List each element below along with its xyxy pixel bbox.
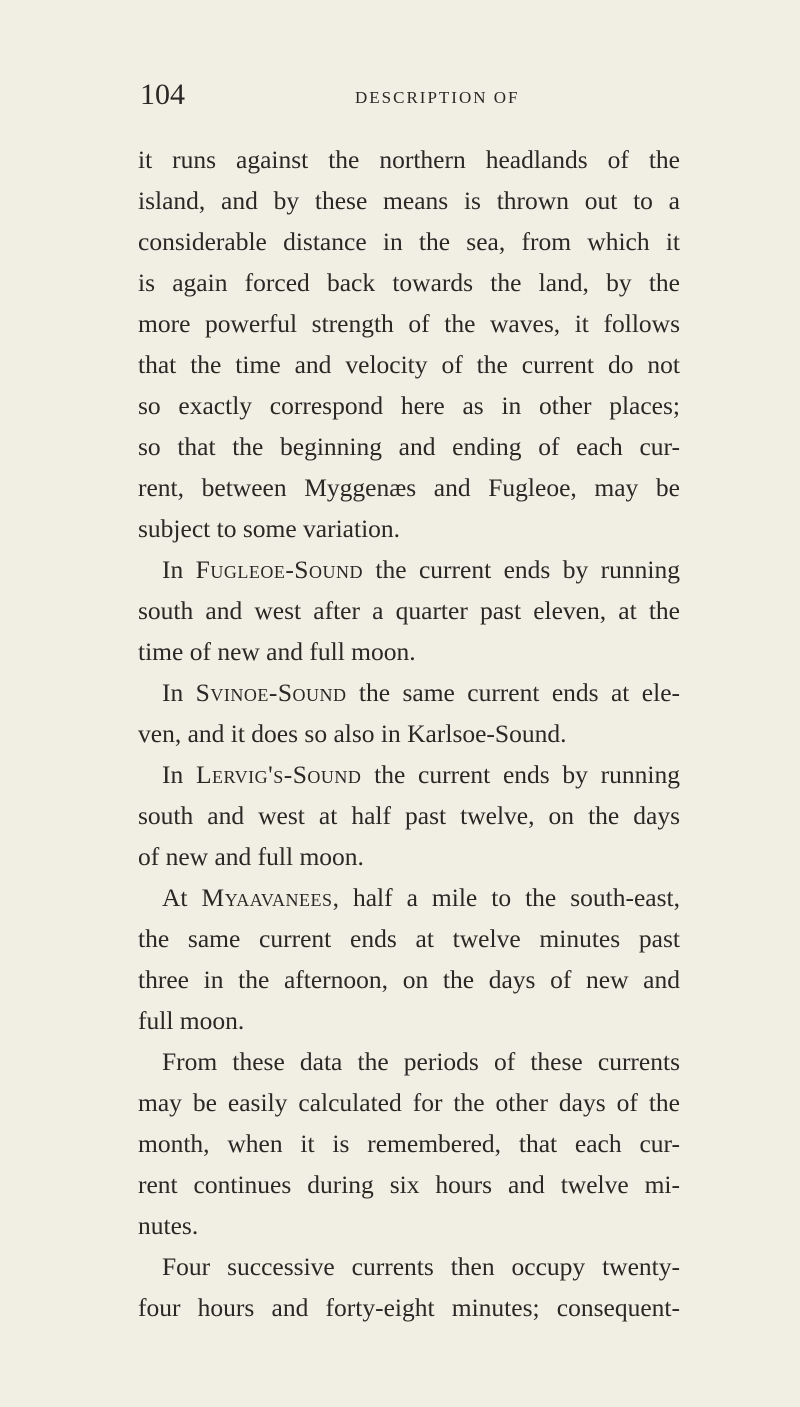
text-line: island, and by these means is thrown out to a (138, 186, 680, 215)
text-line: full moon. (138, 1006, 245, 1035)
text-line: it runs against the northern headlands of the (138, 145, 680, 174)
body-text (138, 139, 680, 1328)
text-line (138, 877, 680, 918)
text-line: three in the afternoon, on the days of new and (138, 965, 680, 994)
text-segment: , half a mile to the south-east, (332, 883, 681, 912)
text-line: considerable distance in the sea, from which it (138, 227, 680, 256)
text-line: more powerful strength of the waves, it follows (138, 309, 680, 338)
text-line: that the time and velocity of the current do not (138, 350, 680, 379)
place-name: Lervig's-Sound (195, 760, 362, 789)
running-head: DESCRIPTION OF (355, 88, 520, 107)
text-line (138, 549, 680, 590)
text-line: rent continues during six hours and twelve mi- (138, 1170, 680, 1199)
text-line: four hours and forty-eight minutes; consequent- (138, 1293, 680, 1322)
text-segment: the current ends by running (361, 760, 680, 789)
text-line: nutes. (138, 1211, 199, 1240)
text-line (138, 754, 680, 795)
text-segment: In (162, 678, 196, 707)
text-line: south and west at half past twelve, on the days (138, 801, 680, 830)
text-line: may be easily calculated for the other days of the (138, 1088, 680, 1117)
page-number: 104 (140, 78, 185, 111)
text-line: the same current ends at twelve minutes past (138, 924, 680, 953)
text-segment: the same current ends at ele- (346, 678, 681, 707)
text-segment: At (162, 883, 202, 912)
page-header (140, 78, 680, 118)
text-line: is again forced back towards the land, by the (138, 268, 680, 297)
text-line: south and west after a quarter past eleven, at the (138, 596, 680, 625)
text-line: month, when it is remembered, that each cur- (138, 1129, 680, 1158)
place-name: Fugleoe-Sound (195, 555, 363, 584)
text-line: of new and full moon. (138, 842, 364, 871)
text-segment: the current ends by running (363, 555, 680, 584)
text-line: so that the beginning and ending of each cur- (138, 432, 680, 461)
text-line: ven, and it does so also in Karlsoe-Sound. (138, 719, 567, 748)
text-line: Four successive currents then occupy twenty- (162, 1252, 680, 1281)
text-line (138, 672, 680, 713)
text-segment: In (162, 760, 196, 789)
place-name: Svinoe-Sound (195, 678, 347, 707)
text-line: subject to some variation. (138, 514, 401, 543)
text-line: time of new and full moon. (138, 637, 416, 666)
text-line: so exactly correspond here as in other places; (138, 391, 680, 420)
place-name: Myaavanees (201, 883, 333, 912)
text-line: From these data the periods of these currents (162, 1047, 680, 1076)
text-segment: In (162, 555, 196, 584)
text-line: rent, between Myggenæs and Fugleoe, may be (138, 473, 680, 502)
